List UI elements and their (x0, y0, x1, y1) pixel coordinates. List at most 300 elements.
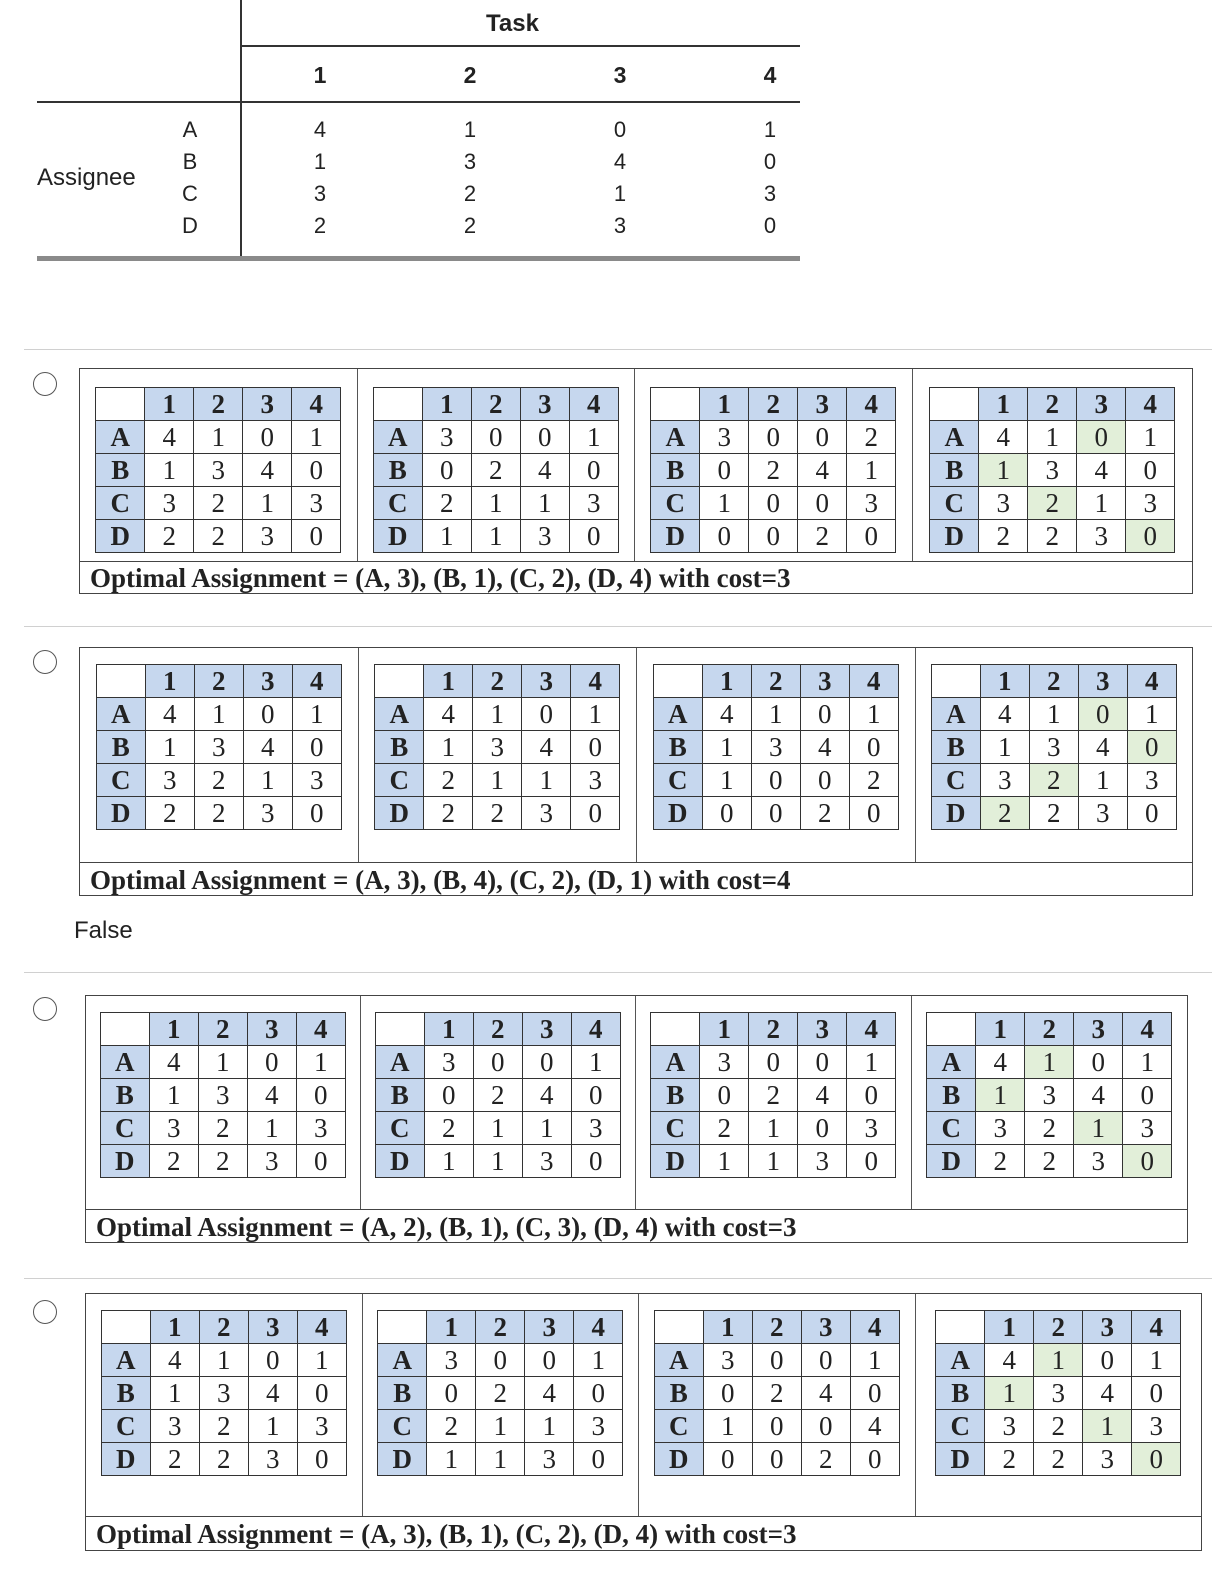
separator (24, 1278, 1212, 1279)
matrix-panel-4 (912, 996, 1188, 1209)
matrix-cell: 1 (850, 1344, 899, 1377)
matrix-cell: 0 (574, 1377, 623, 1410)
matrix-row-header: B (101, 1377, 150, 1410)
matrix-cell: 3 (1123, 1112, 1172, 1145)
matrix-cell: 4 (145, 698, 194, 731)
matrix-cell-selected: 2 (1029, 764, 1078, 797)
matrix-cell-selected: 0 (1078, 698, 1127, 731)
matrix-row-header: A (930, 421, 979, 454)
matrix-cell: 2 (194, 487, 243, 520)
matrix-corner (651, 1013, 700, 1046)
matrix-row-header: C (375, 764, 424, 797)
matrix-col-header: 3 (243, 388, 292, 421)
matrix-cell: 1 (571, 698, 620, 731)
matrix-col-header: 2 (749, 388, 798, 421)
matrix-cell: 1 (145, 731, 194, 764)
matrix-cell: 3 (1132, 1410, 1181, 1443)
matrix-cell-selected: 0 (1123, 1145, 1172, 1178)
matrix-col-header: 3 (525, 1311, 574, 1344)
matrix-table (935, 1310, 1181, 1476)
matrix-cell: 2 (198, 1112, 247, 1145)
option-3-figure (85, 995, 1188, 1243)
matrix-cell: 1 (476, 1443, 525, 1476)
matrix-row-header: B (96, 731, 145, 764)
matrix-row-header: B (375, 731, 424, 764)
matrix-table (929, 387, 1175, 553)
matrix-row-header: C (101, 1410, 150, 1443)
matrix-row-header: C (936, 1410, 985, 1443)
matrix-row-header: C (927, 1112, 976, 1145)
matrix-cell: 0 (571, 731, 620, 764)
radio-option-1[interactable] (33, 372, 57, 396)
matrix-col-header: 3 (1083, 1311, 1132, 1344)
cost-cell: 2 (463, 213, 477, 238)
matrix-row-header: C (96, 764, 145, 797)
matrix-panel-1 (86, 1294, 363, 1516)
matrix-cell: 1 (243, 764, 292, 797)
matrix-cell: 0 (847, 1145, 896, 1178)
matrix-corner (654, 1311, 703, 1344)
matrix-cell: 2 (1028, 520, 1077, 553)
matrix-row-header: D (930, 520, 979, 553)
matrix-cell: 2 (427, 1410, 476, 1443)
matrix-col-header: 3 (248, 1311, 297, 1344)
matrix-cell: 2 (199, 1443, 248, 1476)
radio-option-4[interactable] (33, 1300, 57, 1324)
matrix-cell: 1 (422, 520, 471, 553)
matrix-cell: 3 (522, 1145, 571, 1178)
matrix-table (653, 664, 899, 830)
assignee-row-a: A (182, 117, 198, 142)
matrix-cell: 1 (473, 764, 522, 797)
matrix-col-header: 2 (749, 1013, 798, 1046)
matrix-table (373, 387, 619, 553)
matrix-cell: 1 (471, 487, 520, 520)
radio-option-2[interactable] (33, 650, 57, 674)
matrix-cell: 3 (1029, 731, 1078, 764)
vertical-rule (240, 0, 242, 258)
matrix-cell: 1 (194, 698, 243, 731)
option-2-figure (79, 647, 1193, 896)
matrix-cell: 3 (422, 421, 471, 454)
bottom-rule (37, 256, 800, 261)
matrix-cell: 1 (1127, 698, 1176, 731)
matrix-col-header: 1 (979, 388, 1028, 421)
matrix-cell: 1 (473, 1145, 522, 1178)
task-col-1: 1 (313, 62, 327, 88)
matrix-cell: 4 (985, 1344, 1034, 1377)
matrix-col-header: 4 (1123, 1013, 1172, 1046)
matrix-cell: 3 (292, 487, 341, 520)
matrix-row-header: D (654, 1443, 703, 1476)
matrix-row-header: A (96, 421, 145, 454)
matrix-cell: 2 (1025, 1112, 1074, 1145)
matrix-cell: 0 (749, 1046, 798, 1079)
matrix-cell: 3 (522, 797, 571, 830)
matrix-table (377, 1310, 623, 1476)
option-4-result: Optimal Assignment = (A, 3), (B, 1), (C, 2), (D, 4) with cost=3 (86, 1516, 1201, 1553)
matrix-cell: 4 (702, 698, 751, 731)
matrix-cell: 1 (702, 764, 751, 797)
matrix-cell: 1 (296, 1046, 345, 1079)
matrix-row-header: B (936, 1377, 985, 1410)
matrix-cell: 2 (476, 1377, 525, 1410)
matrix-cell: 2 (700, 1112, 749, 1145)
matrix-col-header: 1 (422, 388, 471, 421)
matrix-panel-2 (363, 1294, 640, 1516)
matrix-table (375, 1012, 621, 1178)
matrix-cell: 0 (700, 520, 749, 553)
matrix-panel-2 (358, 369, 636, 561)
matrix-col-header: 2 (1025, 1013, 1074, 1046)
matrix-cell: 1 (1077, 487, 1126, 520)
matrix-cell: 1 (749, 1145, 798, 1178)
matrix-cell: 3 (145, 764, 194, 797)
matrix-cell: 3 (194, 731, 243, 764)
cost-cell: 0 (613, 117, 627, 142)
matrix-col-header: 3 (798, 1013, 847, 1046)
matrix-row-header: A (653, 698, 702, 731)
matrix-cell-selected: 2 (1028, 487, 1077, 520)
cost-cell: 4 (313, 117, 327, 142)
matrix-cell: 4 (522, 1079, 571, 1112)
matrix-col-header: 1 (700, 388, 749, 421)
matrix-row-header: D (651, 520, 700, 553)
matrix-cell: 1 (1028, 421, 1077, 454)
matrix-row-header: D (375, 797, 424, 830)
matrix-cell: 0 (849, 731, 898, 764)
matrix-cell: 2 (976, 1145, 1025, 1178)
matrix-cell: 4 (248, 1377, 297, 1410)
matrix-cell: 1 (199, 1344, 248, 1377)
matrix-panels (80, 369, 1192, 561)
matrix-corner (96, 665, 145, 698)
matrix-cell: 4 (243, 454, 292, 487)
matrix-cell: 2 (749, 454, 798, 487)
matrix-cell: 3 (985, 1410, 1034, 1443)
matrix-cell: 0 (569, 520, 618, 553)
matrix-row-header: C (96, 487, 145, 520)
matrix-cell: 0 (1127, 797, 1176, 830)
matrix-cell: 3 (1127, 764, 1176, 797)
matrix-cell: 2 (749, 1079, 798, 1112)
matrix-table (931, 664, 1177, 830)
matrix-col-header: 4 (571, 665, 620, 698)
matrix-corner (101, 1311, 150, 1344)
matrix-corner (373, 388, 422, 421)
matrix-cell: 2 (422, 487, 471, 520)
assignee-label: Assignee (37, 164, 136, 191)
matrix-col-header: 2 (471, 388, 520, 421)
matrix-table (926, 1012, 1172, 1178)
matrix-corner (653, 665, 702, 698)
option-1-figure (79, 368, 1193, 594)
matrix-cell: 4 (979, 421, 1028, 454)
matrix-cell: 1 (473, 1112, 522, 1145)
matrix-row-header: B (378, 1377, 427, 1410)
matrix-panel-1 (86, 996, 361, 1209)
matrix-cell: 1 (525, 1410, 574, 1443)
matrix-corner (936, 1311, 985, 1344)
matrix-cell: 1 (1123, 1046, 1172, 1079)
matrix-row-header: C (373, 487, 422, 520)
matrix-corner (651, 388, 700, 421)
matrix-cell: 4 (1074, 1079, 1123, 1112)
matrix-panel-2 (361, 996, 637, 1209)
matrix-row-header: A (378, 1344, 427, 1377)
matrix-cell: 3 (1025, 1079, 1074, 1112)
matrix-col-header: 2 (194, 388, 243, 421)
matrix-row-header: B (651, 1079, 700, 1112)
matrix-cell: 3 (297, 1410, 346, 1443)
matrix-col-header: 3 (1074, 1013, 1123, 1046)
matrix-cell: 1 (427, 1443, 476, 1476)
matrix-cell: 0 (849, 797, 898, 830)
matrix-table (654, 1310, 900, 1476)
matrix-cell: 3 (243, 520, 292, 553)
matrix-cell: 2 (849, 764, 898, 797)
matrix-cell: 1 (520, 487, 569, 520)
matrix-cell: 3 (979, 487, 1028, 520)
matrix-col-header: 2 (751, 665, 800, 698)
matrix-cell: 3 (976, 1112, 1025, 1145)
matrix-row-header: D (936, 1443, 985, 1476)
matrix-cell: 3 (751, 731, 800, 764)
matrix-cell: 1 (980, 731, 1029, 764)
matrix-row-header: D (651, 1145, 700, 1178)
matrix-cell: 3 (1078, 797, 1127, 830)
task-underline (241, 45, 800, 47)
matrix-cell: 0 (1123, 1079, 1172, 1112)
matrix-cell: 1 (476, 1410, 525, 1443)
assignee-row-c: C (182, 181, 198, 206)
matrix-row-header: D (101, 1443, 150, 1476)
matrix-row-header: A (373, 421, 422, 454)
matrix-cell: 2 (847, 421, 896, 454)
matrix-cell-selected: 1 (985, 1377, 1034, 1410)
matrix-row-header: A (654, 1344, 703, 1377)
cost-cell: 3 (613, 213, 627, 238)
matrix-cell: 0 (296, 1145, 345, 1178)
matrix-col-header: 3 (1078, 665, 1127, 698)
matrix-cell: 0 (798, 1046, 847, 1079)
cost-cell: 0 (763, 149, 777, 174)
matrix-cell: 0 (847, 1079, 896, 1112)
matrix-cell: 2 (800, 797, 849, 830)
matrix-panel-1 (80, 369, 358, 561)
matrix-col-header: 3 (798, 388, 847, 421)
task-col-3: 3 (613, 62, 627, 88)
matrix-col-header: 1 (980, 665, 1029, 698)
matrix-cell: 4 (150, 1344, 199, 1377)
matrix-cell: 4 (1083, 1377, 1132, 1410)
matrix-cell: 0 (752, 1344, 801, 1377)
matrix-cell: 0 (752, 1443, 801, 1476)
matrix-panels (80, 648, 1192, 862)
matrix-row-header: B (100, 1079, 149, 1112)
matrix-cell: 0 (247, 1046, 296, 1079)
matrix-cell: 0 (476, 1344, 525, 1377)
matrix-cell: 0 (801, 1344, 850, 1377)
matrix-row-header: D (931, 797, 980, 830)
matrix-col-header: 1 (702, 665, 751, 698)
matrix-cell: 3 (149, 1112, 198, 1145)
matrix-cell: 4 (1078, 731, 1127, 764)
matrix-cell: 2 (1029, 797, 1078, 830)
matrix-cell: 0 (424, 1079, 473, 1112)
matrix-cell-selected: 1 (1083, 1410, 1132, 1443)
matrix-row-header: A (651, 421, 700, 454)
matrix-cell: 4 (798, 454, 847, 487)
matrix-panels (86, 996, 1187, 1209)
matrix-cell: 1 (703, 1410, 752, 1443)
matrix-panels (86, 1294, 1201, 1516)
matrix-cell: 1 (1078, 764, 1127, 797)
matrix-cell: 3 (296, 1112, 345, 1145)
matrix-cell: 2 (198, 1145, 247, 1178)
matrix-row-header: A (96, 698, 145, 731)
radio-option-3[interactable] (33, 997, 57, 1021)
matrix-cell: 0 (1132, 1377, 1181, 1410)
matrix-cell: 4 (424, 698, 473, 731)
matrix-cell: 3 (1034, 1377, 1083, 1410)
matrix-cell: 4 (850, 1410, 899, 1443)
matrix-cell: 4 (800, 731, 849, 764)
matrix-cell: 1 (297, 1344, 346, 1377)
matrix-col-header: 1 (985, 1311, 1034, 1344)
matrix-cell: 1 (847, 1046, 896, 1079)
assignee-row-b: B (182, 149, 198, 174)
cost-cell: 2 (463, 181, 477, 206)
matrix-cell: 1 (424, 731, 473, 764)
matrix-row-header: B (931, 731, 980, 764)
matrix-col-header: 1 (145, 388, 194, 421)
matrix-cell: 3 (1074, 1145, 1123, 1178)
matrix-panel-4 (916, 1294, 1201, 1516)
matrix-panel-1 (80, 648, 359, 862)
matrix-cell-selected: 1 (976, 1079, 1025, 1112)
matrix-row-header: D (927, 1145, 976, 1178)
matrix-row-header: D (96, 797, 145, 830)
matrix-corner (930, 388, 979, 421)
matrix-cell: 0 (751, 764, 800, 797)
matrix-cell: 0 (752, 1410, 801, 1443)
matrix-cell: 4 (149, 1046, 198, 1079)
matrix-cell-selected: 0 (1132, 1443, 1181, 1476)
matrix-table (374, 664, 620, 830)
matrix-cell: 3 (194, 454, 243, 487)
matrix-col-header: 2 (198, 1013, 247, 1046)
matrix-cell: 0 (1074, 1046, 1123, 1079)
matrix-cell: 2 (424, 1112, 473, 1145)
matrix-row-header: A (936, 1344, 985, 1377)
matrix-col-header: 3 (520, 388, 569, 421)
cost-cell: 1 (463, 117, 477, 142)
matrix-cell: 2 (752, 1377, 801, 1410)
matrix-cell: 0 (574, 1443, 623, 1476)
matrix-cell: 0 (471, 421, 520, 454)
matrix-cell: 3 (473, 731, 522, 764)
matrix-cell: 2 (473, 797, 522, 830)
matrix-cell: 0 (522, 1046, 571, 1079)
matrix-cell-selected: 1 (979, 454, 1028, 487)
matrix-col-header: 1 (700, 1013, 749, 1046)
matrix-panel-3 (637, 648, 916, 862)
matrix-cell: 3 (1083, 1443, 1132, 1476)
matrix-row-header: B (654, 1377, 703, 1410)
matrix-cell: 1 (150, 1377, 199, 1410)
matrix-cell: 4 (520, 454, 569, 487)
matrix-row-header: A (927, 1046, 976, 1079)
matrix-cell: 4 (798, 1079, 847, 1112)
matrix-panel-3 (636, 996, 912, 1209)
matrix-col-header: 1 (427, 1311, 476, 1344)
matrix-corner (100, 1013, 149, 1046)
matrix-cell: 0 (248, 1344, 297, 1377)
matrix-row-header: C (651, 487, 700, 520)
matrix-row-header: C (930, 487, 979, 520)
matrix-cell: 0 (800, 764, 849, 797)
matrix-row-header: A (931, 698, 980, 731)
matrix-cell: 4 (247, 1079, 296, 1112)
cost-cell: 3 (313, 181, 327, 206)
matrix-col-header: 4 (847, 1013, 896, 1046)
matrix-row-header: A (101, 1344, 150, 1377)
matrix-row-header: B (930, 454, 979, 487)
matrix-cell-selected: 1 (1034, 1344, 1083, 1377)
matrix-row-header: C (100, 1112, 149, 1145)
matrix-cell: 0 (1126, 454, 1175, 487)
matrix-corner (375, 1013, 424, 1046)
matrix-col-header: 1 (424, 1013, 473, 1046)
matrix-cell: 3 (292, 764, 341, 797)
matrix-cell: 0 (243, 698, 292, 731)
matrix-table (100, 1012, 346, 1178)
matrix-cell: 3 (520, 520, 569, 553)
matrix-col-header: 4 (847, 388, 896, 421)
matrix-cell-selected: 1 (1025, 1046, 1074, 1079)
matrix-cell: 0 (522, 698, 571, 731)
cost-cell: 0 (763, 213, 777, 238)
matrix-cell: 0 (243, 421, 292, 454)
matrix-cell: 2 (194, 520, 243, 553)
cost-cell: 2 (313, 213, 327, 238)
matrix-cell: 2 (801, 1443, 850, 1476)
matrix-cell: 1 (473, 698, 522, 731)
matrix-col-header: 4 (292, 665, 341, 698)
matrix-cell: 0 (798, 1112, 847, 1145)
matrix-row-header: C (931, 764, 980, 797)
matrix-col-header: 3 (522, 665, 571, 698)
matrix-row-header: B (373, 454, 422, 487)
matrix-cell: 2 (145, 797, 194, 830)
matrix-col-header: 1 (703, 1311, 752, 1344)
matrix-col-header: 2 (1028, 388, 1077, 421)
matrix-row-header: A (651, 1046, 700, 1079)
matrix-cell: 0 (427, 1377, 476, 1410)
matrix-row-header: D (375, 1145, 424, 1178)
option-2-result: Optimal Assignment = (A, 3), (B, 4), (C, 2), (D, 1) with cost=4 (80, 862, 1192, 898)
matrix-col-header: 1 (150, 1311, 199, 1344)
matrix-cell: 0 (292, 520, 341, 553)
matrix-cell: 1 (571, 1046, 620, 1079)
matrix-cell: 3 (703, 1344, 752, 1377)
matrix-cell: 1 (849, 698, 898, 731)
matrix-cell: 1 (700, 1145, 749, 1178)
option-4-figure (85, 1293, 1202, 1551)
matrix-table (101, 1310, 347, 1476)
matrix-col-header: 4 (297, 1311, 346, 1344)
